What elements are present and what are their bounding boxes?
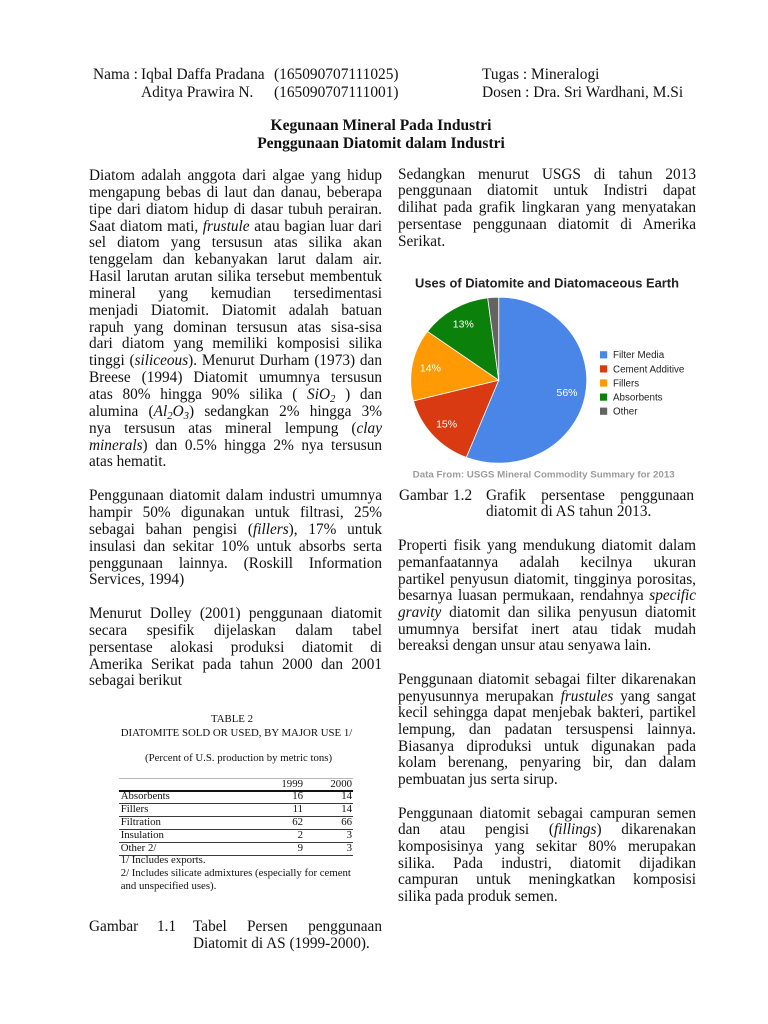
text-line: hampir 50% digunakan untuk filtrasi, 25% [89, 504, 382, 522]
legend-item-cement-additive [600, 364, 685, 375]
course-label: Tugas : Mineralogi [482, 65, 600, 83]
text-segment: ) dikarenakan [596, 821, 696, 839]
text-segment: ) sedangkan 2% hingga 3% [189, 402, 382, 420]
figure-caption-1-1 [89, 919, 382, 953]
header-row-1 [0, 66, 768, 84]
text-line: Diatom adalah anggota dari algae yang hidup [89, 167, 382, 184]
document-subtitle: Penggunaan Diatomit dalam Industri [257, 134, 505, 152]
text-line: persentase penggunaan diatomit di Amerika [398, 215, 696, 233]
formula-sio2 [307, 386, 335, 403]
text-line: mengapung bebas di laut dan danau, beberapa [89, 183, 382, 201]
caption-label: Gambar [89, 918, 139, 935]
paragraph-cement-usage [398, 806, 696, 906]
row-value-2000: 3 [346, 829, 352, 842]
text-line: silika. Pada industri, diatomit dijadikan [398, 854, 696, 872]
italic-term: gravity [398, 603, 442, 621]
table-row [108, 803, 356, 816]
text-line: Services, 1994) [89, 571, 185, 589]
row-value-2000: 14 [341, 802, 352, 815]
text-segment: diatomit dan silika penyusun diatomit [441, 603, 696, 621]
row-value-2000: 3 [346, 842, 352, 855]
text-line [89, 421, 382, 438]
caption-number: 1.1 [157, 918, 177, 935]
text-line: Penggunaan diatomit sebagai campuran semen [398, 804, 696, 822]
text-line: kecil sehingga dapat menjebak bakteri, partikel [398, 704, 696, 722]
text-segment: atas 80% hingga 90% silika ( [89, 385, 308, 403]
row-value-1999: 16 [292, 789, 303, 802]
text-line: Sedangkan menurut USGS di tahun 2013 [398, 165, 696, 183]
text-line [398, 605, 696, 622]
pie-slices [411, 297, 587, 463]
formula-subscript: 3 [183, 409, 189, 422]
legend-item-absorbents [600, 393, 663, 404]
text-line: atas hematit. [89, 453, 167, 471]
text-line: partikel penyusun diatomit, tingginya porositas, [398, 570, 696, 588]
text-line: mineral yang kemudian tersedimentasi [89, 284, 382, 302]
pie-slice-value-label: 13% [452, 318, 474, 331]
legend-label: Other [613, 406, 638, 418]
table-footnote: 2/ Includes silicate admixtures (especially for cement [120, 867, 351, 879]
text-segment: yang sangat [613, 687, 696, 705]
text-line [89, 438, 382, 455]
italic-term: clay [356, 419, 382, 437]
text-line: Breese (1994) Diatomit umumnya tersusun [89, 369, 382, 387]
pie-slice-value-label: 14% [419, 362, 441, 375]
italic-term: frustules [560, 687, 614, 705]
table-header-1999: 1999 [281, 778, 303, 791]
text-line [398, 689, 696, 706]
table-header-2000: 2000 [330, 778, 352, 791]
text-line: silika pada produk semen. [398, 888, 558, 906]
text-line [398, 588, 696, 605]
text-line [89, 404, 382, 421]
pie-chart-svg [404, 271, 694, 485]
row-value-2000: 66 [341, 816, 352, 828]
text-line [89, 522, 382, 539]
text-line: Penggunaan diatomit dalam industri umumnya [89, 487, 382, 505]
table-subtitle: DIATOMITE SOLD OR USED, BY MAJOR USE 1/ [120, 726, 353, 739]
text-line: pemanfaatannya adalah kecilnya ukuran [398, 553, 696, 571]
legend-item-other [600, 407, 638, 418]
table-row [108, 790, 356, 803]
legend-label: Cement Additive [613, 364, 685, 376]
text-segment: Saat diatom mati, [89, 217, 203, 235]
caption-text [193, 919, 382, 953]
paragraph-dolley-table-intro [89, 606, 382, 690]
pie-chart-figure [404, 271, 694, 485]
caption-label: Gambar [399, 486, 449, 504]
text-line: dilihat pada grafik lingkaran yang menyatakan [398, 199, 696, 217]
table-row [108, 829, 356, 842]
text-line: Amerika Serikat pada tahun 2000 dan 2001 [89, 655, 382, 673]
text-line: insulasi dan sekitar 10% untuk absorbs serta [89, 537, 382, 555]
text-line [89, 387, 382, 404]
text-line: Biasanya diproduksi untuk digunakan pada [398, 737, 696, 755]
legend-swatch-icon [600, 365, 607, 372]
text-segment: tinggi ( [89, 352, 135, 370]
legend-swatch-icon [600, 408, 607, 415]
text-line: Grafik persentase penggunaan [486, 486, 694, 504]
row-label: Other 2/ [120, 842, 157, 855]
table-footnote: 1/ Includes exports. [120, 854, 206, 866]
text-segment: nya tersusun atas mineral lempung ( [89, 419, 357, 437]
text-segment: penyusunnya merupakan [398, 687, 561, 705]
caption-text [486, 488, 694, 521]
table-note: (Percent of U.S. production by metric tons) [145, 751, 333, 764]
text-segment: besarnya luasan permukaan, rendahnya [398, 587, 650, 605]
table-row [108, 816, 356, 829]
text-line: pembuatan jus serta sirup. [398, 771, 558, 789]
figure-caption-1-2 [398, 488, 696, 522]
caption-number: 1.2 [453, 486, 473, 504]
legend-item-fillers [600, 378, 639, 389]
row-label: Absorbents [120, 789, 170, 802]
formula-base: Al [153, 402, 168, 420]
formula-subscript: 2 [330, 392, 336, 405]
paragraph-usgs-intro [398, 167, 696, 250]
paragraph-physical-properties [398, 538, 696, 655]
row-label: Insulation [120, 829, 164, 842]
text-line: sebagai berikut [89, 672, 183, 690]
row-value-2000: 14 [341, 789, 352, 802]
student-name-2: Aditya Prawira N. [141, 83, 254, 101]
paragraph-industrial-usage [89, 488, 382, 589]
row-value-1999: 2 [297, 829, 303, 842]
formula-subscript: 2 [167, 409, 173, 422]
row-label: Filtration [120, 816, 161, 828]
legend-label: Filter Media [613, 350, 665, 362]
text-line: tipe dari diatom hidup di dasar tubuh perairan. [89, 200, 382, 218]
text-line: dari diatom yang memiliki komposisi silika [89, 335, 382, 353]
chart-title: Uses of Diatomite and Diatomaceous Earth [415, 275, 680, 291]
text-line: tenggelam dan kebanyakan larut dalam air. [89, 251, 382, 269]
text-line: Penggunaan diatomit sebagai filter dikarenakan [398, 671, 696, 688]
legend-swatch-icon [600, 351, 607, 358]
legend-swatch-icon [600, 394, 607, 401]
text-line: bereaksi dengan unsur atau senyawa lain. [398, 637, 652, 655]
header-row-2 [0, 84, 768, 102]
text-line: sel diatom yang tersusun atas silika akan [89, 234, 382, 252]
student-nim-2: (165090707111001) [274, 83, 399, 101]
text-line: penggunaan lainnya. (Roskill Information [89, 554, 382, 572]
document-title: Kegunaan Mineral Pada Industri [270, 116, 492, 134]
italic-term: fillers [252, 520, 289, 538]
italic-term: minerals [89, 436, 143, 454]
chart-source-note: Data From: USGS Mineral Commodity Summary for 2013 [412, 469, 675, 481]
text-line: menjadi Diatomit. Diatomit adalah batuan [89, 301, 382, 319]
legend-label: Fillers [613, 378, 640, 390]
text-segment: dan atau pengisi ( [398, 821, 554, 839]
paragraph-diatom-intro [89, 168, 382, 471]
table-title: TABLE 2 [210, 713, 254, 725]
text-segment: ) dan [335, 385, 382, 403]
pie-slice-value-label: 56% [556, 387, 578, 400]
lecturer-label: Dosen : Dra. Sri Wardhani, M.Si [482, 83, 684, 101]
student-name-1: Iqbal Daffa Pradana [141, 65, 265, 83]
text-segment: alumina ( [89, 402, 154, 420]
italic-term: siliceous [134, 352, 189, 370]
nama-label: Nama : [93, 65, 138, 83]
formula-al2o3 [154, 403, 189, 420]
italic-term: frustule [202, 217, 250, 235]
text-segment: ). Menurut Durham (1973) dan [188, 352, 382, 370]
paragraph-filter-usage [398, 672, 696, 789]
text-segment: ), 17% untuk [288, 520, 382, 538]
text-line: Serikat. [398, 232, 446, 250]
row-value-1999: 9 [297, 842, 303, 855]
chart-legend [600, 350, 685, 417]
row-value-1999: 11 [292, 802, 303, 815]
text-line: Properti fisik yang mendukung diatomit dalam [398, 537, 696, 555]
text-line: umumnya bersifat inert atau tidak mudah [398, 620, 696, 638]
student-nim-1: (165090707111025) [274, 65, 399, 83]
italic-term: specific [649, 587, 696, 605]
legend-label: Absorbents [613, 392, 663, 404]
text-segment: ) dan 0.5% hingga 2% nya tersusun [142, 436, 382, 454]
text-segment: atau bagian luar dari [249, 217, 382, 235]
text-line: campuran untuk meningkatkan komposisi [398, 871, 696, 889]
pie-slice-value-label: 15% [436, 418, 458, 431]
text-line [89, 353, 382, 370]
text-line: Tabel Persen penggunaan [193, 918, 382, 935]
text-line: Menurut Dolley (2001) penggunaan diatomit [89, 605, 382, 623]
legend-item-filter-media [600, 350, 665, 361]
table-figure-diatomite-use [108, 706, 356, 894]
table-footnote: and unspecified uses). [120, 879, 217, 892]
text-line: diatomit di AS tahun 2013. [486, 503, 652, 521]
row-label: Fillers [120, 802, 149, 815]
italic-term: fillings [553, 821, 597, 839]
text-line: persentase alokasi produksi diatomit di [89, 638, 382, 656]
text-line [398, 822, 696, 839]
text-segment: sebagai bahan pengisi ( [89, 520, 253, 538]
row-value-1999: 62 [292, 816, 303, 828]
formula-base: SiO [307, 385, 330, 403]
text-line [89, 219, 382, 236]
text-line: komposisinya yang sekitar 80% merupakan [398, 837, 696, 855]
formula-base: O [172, 402, 184, 420]
text-line: lempung, dan padatan tersuspensi lainnya. [398, 721, 696, 739]
text-line: kolam berenang, penyaring bir, dan dalam [398, 754, 696, 772]
text-line: Diatomit di AS (1999-2000). [193, 934, 370, 952]
text-line: secara spesifik dijelaskan dalam tabel [89, 621, 382, 639]
text-line: penggunaan diatomit untuk Indistri dapat [398, 182, 696, 200]
text-line: rapuh yang dominan tersusun atas sisa-sisa [89, 318, 382, 336]
legend-swatch-icon [600, 379, 607, 386]
text-line: Hasil larutan arutan silika tersebut membentuk [89, 268, 382, 286]
